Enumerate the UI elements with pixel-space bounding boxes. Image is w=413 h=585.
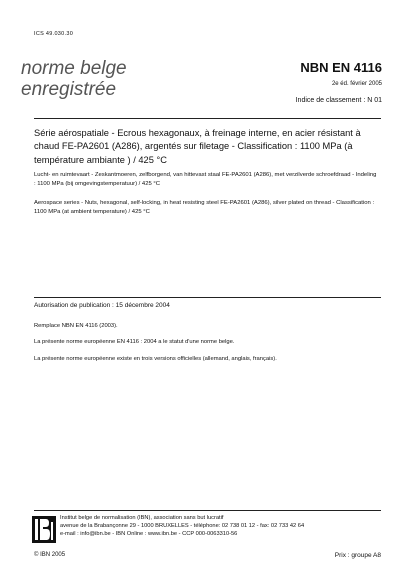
norme-line-2: enregistrée [21,79,117,100]
ibn-logo [32,516,56,543]
standard-number: NBN EN 4116 [300,60,382,75]
divider-middle [34,297,381,298]
ics-code: ICS 49.030.30 [34,31,74,37]
norme-line-1: norme belge [21,58,127,79]
norme-belge-heading [21,58,127,100]
title-dutch: Lucht- en ruimtevaart - Zeskantmoeren, zelfborgend, van hittevast staal FE-PA2601 (A286), met verzilverde schroefdraad - Indeling : 1100 MPa (bij omgevingstemperatuur) / 425 °C [34,172,377,187]
classification-index: Indice de classement : N 01 [295,97,382,104]
price-group: Prix : groupe A8 [334,552,381,559]
versions-note: La présente norme européenne existe en trois versions officielles (allemand, anglais, français). [34,356,277,362]
title-english: Aerospace series - Nuts, hexagonal, self-locking, in heat resisting steel FE-PA2601 (A286), silver plated on thread - Classification : 1100 MPa (at ambient temperature) / 425 °C [34,200,375,215]
divider-top [34,118,381,119]
publication-authorization: Autorisation de publication : 15 décembre 2004 [34,302,170,309]
copyright: © IBN 2005 [34,552,66,558]
title-french: Série aérospatiale - Ecrous hexagonaux, à freinage interne, en acier résistant à chaud FE-PA2601 (A286), argentés sur filetage - Classification : 1100 MPa (à température ambiante ) / 425 °C [34,128,361,165]
institute-contact: e-mail : info@ibn.be - IBN Online : www.ibn.be - CCP 000-0063310-56 [60,531,238,537]
status-note: La présente norme européenne EN 4116 : 2004 a le statut d'une norme belge. [34,339,235,345]
edition-date: 2e éd. février 2005 [331,81,382,87]
institute-name: Institut belge de normalisation (IBN), association sans but lucratif [60,515,224,521]
divider-bottom [34,510,381,511]
institute-address: avenue de la Brabançonne 29 - 1000 BRUXELLES - téléphone: 02 738 01 12 - fax: 02 733 42 64 [60,523,305,529]
ibn-logo-mark [32,516,56,543]
replaces-note: Remplace NBN EN 4116 (2003). [34,323,118,329]
